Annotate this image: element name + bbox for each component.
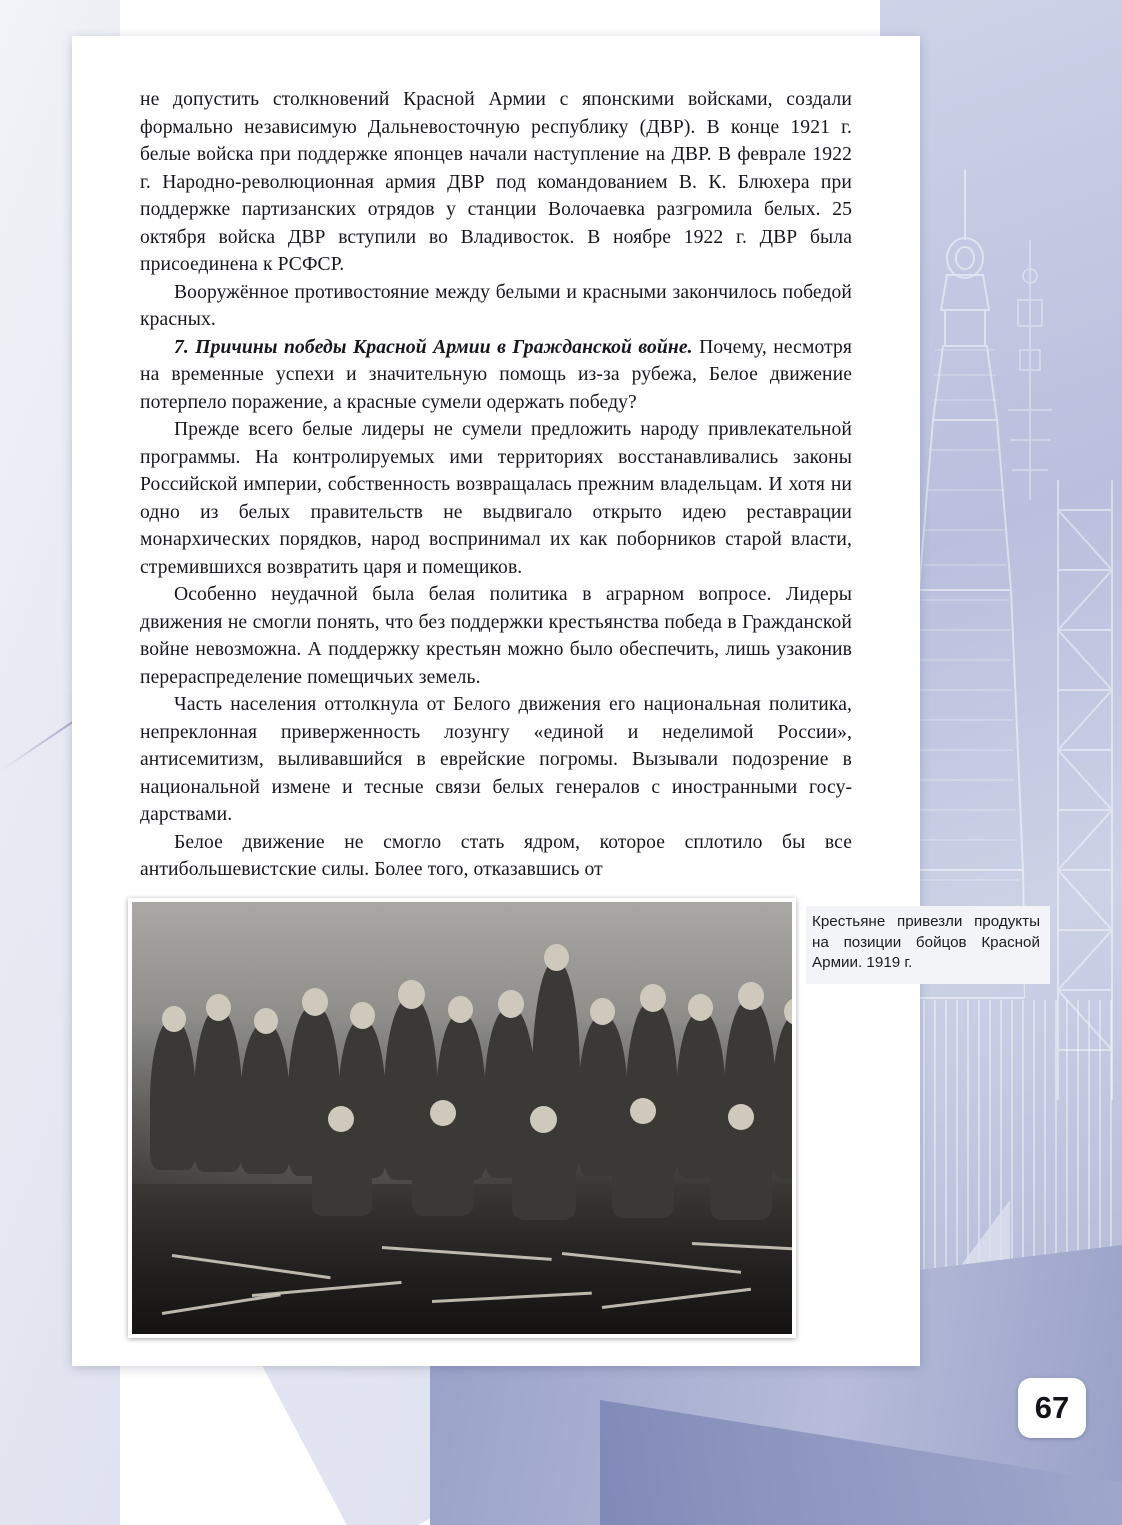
page-number: 67 — [1018, 1378, 1086, 1438]
paragraph: Белое движение не смогло стать ядром, которое сплотило бы все антибольшевистские силы. Более того, отказавшись от — [140, 831, 852, 881]
paragraph: Часть населения оттолкнула от Белого движения его национальная политика, непреклонная приверженность лозунгу «единой и неделимой России», антисемитизм, выливавшийся в еврейские погромы. Вызывали подозрение в национальной измене и тесные связи белых генералов с иностранными государствами. — [140, 694, 852, 826]
paragraph: не допустить столкновений Красной Армии с японскими войсками, создали формально независимую Дальневосточную республику (ДВР). В конце 1921 г. белые войска при поддержке японцев начали наступление на ДВР. В феврале 1922 г. Народно-революционная армия ДВР под командованием В. К. Блюхера при поддержке партизанских отрядов у станции Волочаевка разгромила белых. 25 октября войска ДВР вступили во Владивосток. В ноябре 1922 г. ДВР была присоединена к РСФСР. — [140, 89, 852, 276]
paragraph-text: Почему, несмотря на временные успехи и значительную помощь из-за рубежа, Белое движение потерпело поражение, а красные сумели одержать победу? — [140, 336, 853, 413]
body-text-column — [140, 86, 852, 884]
figure-photo-frame — [128, 898, 796, 1338]
paragraph: Особенно неудачной была белая политика в аграрном вопросе. Лидеры движения не смогли понять, что без поддержки крестьянства победа в Гражданской войне невозможна. А поддержку крестьян можно было обеспечить, лишь узаконив перераспределение помещичьих земель. — [140, 584, 852, 688]
paragraph-section-7 — [140, 334, 852, 417]
figure-caption-text: Крестьяне привезли продукты на позиции бойцов Красной Армии. 1919 г. — [812, 913, 1040, 972]
historical-photo — [132, 902, 792, 1334]
paragraph: Прежде всего белые лидеры не сумели предложить народу привлекательной программы. На контролируемых ими территориях восстанавливались законы Российской империи, собственность возвращалась прежним владельцам. И хотя ни одно из белых правительств не выдвигало открыто идею реставрации монархических порядков, народ воспринимал их как поборников старой власти, стремившихся возвратить царя и помещиков. — [140, 419, 852, 578]
paragraph: Вооружённое противостояние между белыми и красными закончилось победой красных. — [140, 281, 852, 331]
figure-caption — [806, 906, 1050, 984]
section-heading-inline: 7. Причины победы Красной Армии в Гражданской войне. — [174, 336, 693, 358]
antenna-lineart-icon — [1000, 240, 1060, 500]
